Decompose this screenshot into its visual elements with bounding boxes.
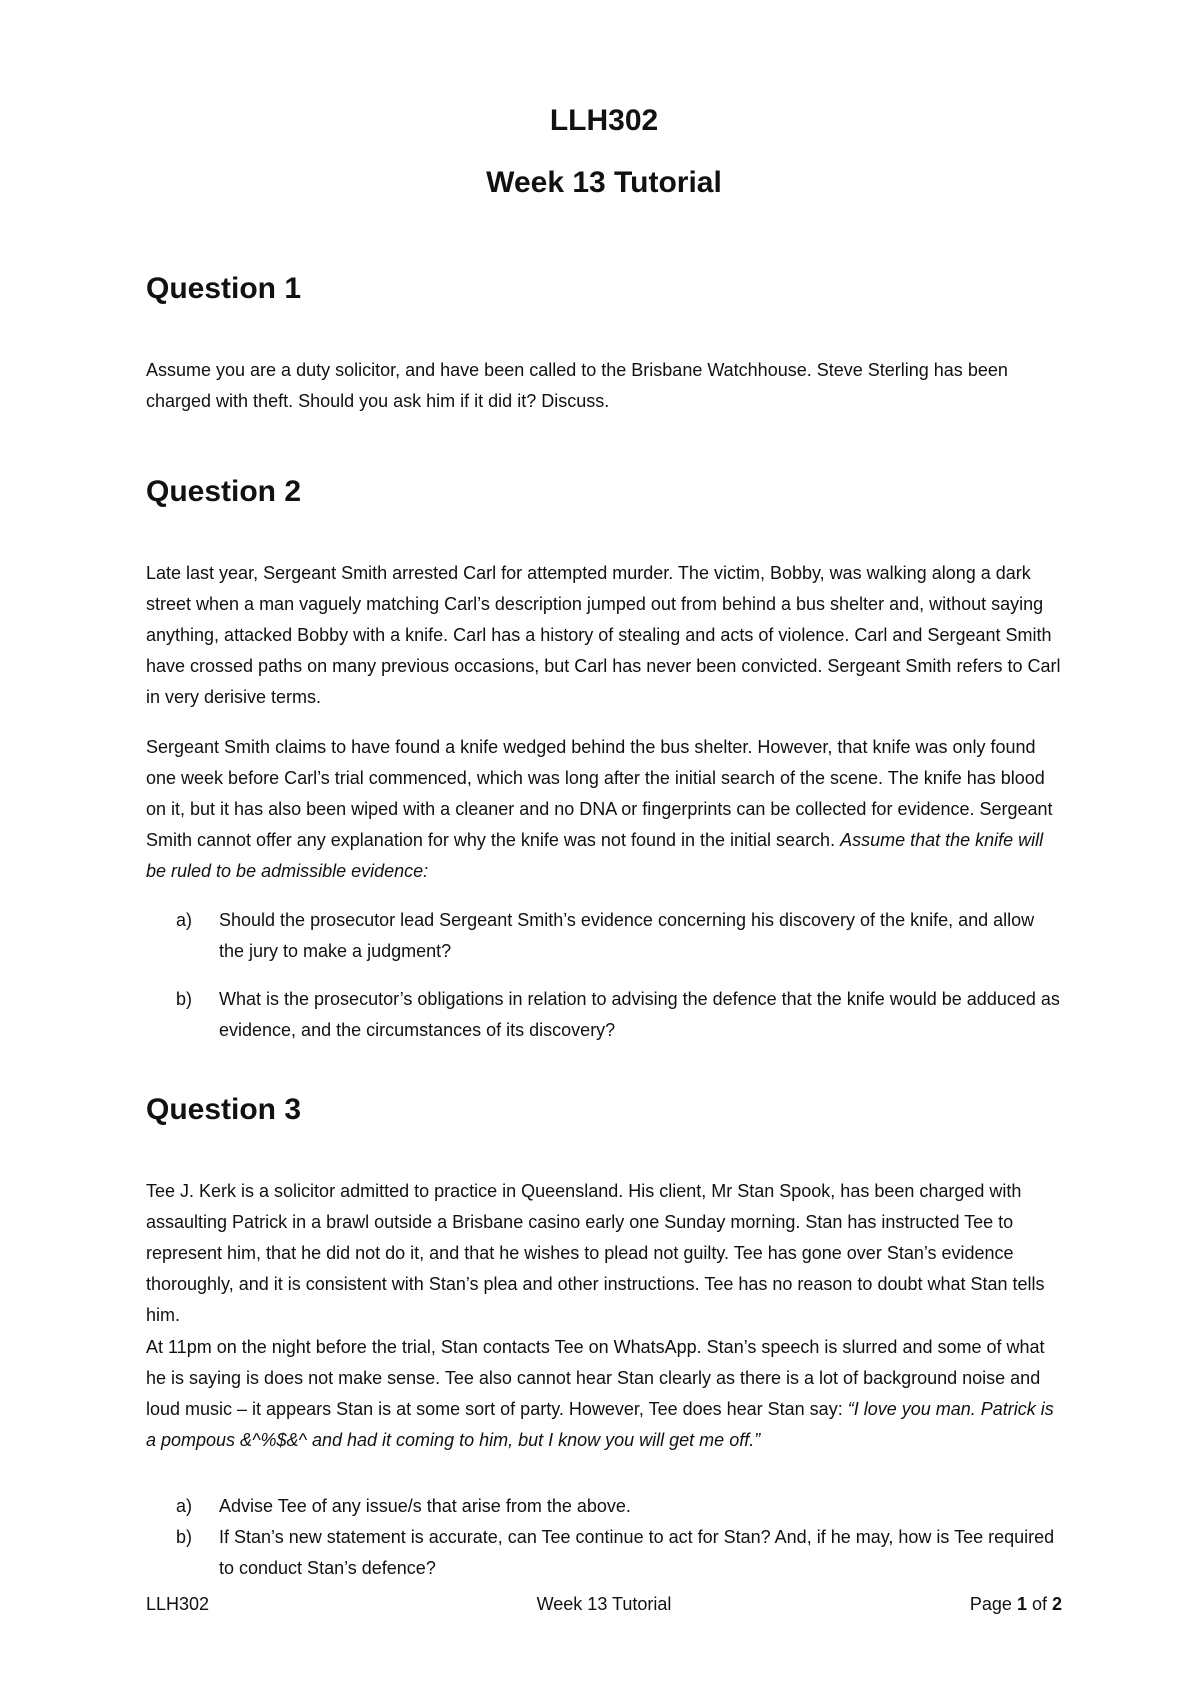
item-marker: b) [176, 1527, 193, 1547]
item-text: If Stan’s new statement is accurate, can Tee continue to act for Stan? And, if he may, how is Tee required to conduct Stan’s defence? [219, 1527, 1055, 1578]
question-1-body: Assume you are a duty solicitor, and have been called to the Brisbane Watchhouse. Steve Sterling has been charged with theft. Should you ask him if it did it? Discuss. [146, 360, 1008, 411]
item-marker: a) [176, 910, 193, 930]
question-2-paragraph-1: Late last year, Sergeant Smith arrested Carl for attempted murder. The victim, Bobby, was walking along a dark street when a man vaguely matching Carl’s description jumped out from behind a bus shelter and, without saying anything, attacked Bobby with a knife. Carl has a history of stealing and acts of violence. Carl and Sergeant Smith have crossed paths on many previous occasions, but Carl has never been convicted. Sergeant Smith refers to Carl in very derisive terms. [146, 563, 1061, 707]
question-3-quote: “I love you man. Patrick is a pompous &^%$&^ and had it coming to him, but I know you will get me off.” [146, 1399, 1054, 1450]
question-3-item-b [146, 1522, 1062, 1584]
question-3-paragraph-1: Tee J. Kerk is a solicitor admitted to practice in Queensland. His client, Mr Stan Spook, has been charged with assaulting Patrick in a brawl outside a Brisbane casino early one Sunday morning. Stan has instructed Tee to represent him, that he did not do it, and that he wishes to plead not guilty. Tee has gone over Stan’s evidence thoroughly, and it is consistent with Stan’s plea and other instructions. Tee has no reason to doubt what Stan tells him. [146, 1181, 1045, 1325]
document-title: Week 13 Tutorial [486, 166, 722, 199]
question-3-heading: Question 3 [146, 1093, 302, 1126]
question-2-paragraph-2-text: Sergeant Smith claims to have found a knife wedged behind the bus shelter. However, that knife was only found one week before Carl’s trial commenced, which was long after the initial search of the scene. The knife has blood on it, but it has also been wiped with a cleaner and no DNA or fingerprints can be collected for evidence. Sergeant Smith cannot offer any explanation for why the knife was not found in the initial search. [146, 737, 1053, 850]
item-text: Advise Tee of any issue/s that arise from the above. [219, 1496, 631, 1516]
page-label: Page [969, 1594, 1017, 1614]
current-page: 1 [1016, 1594, 1027, 1614]
question-2-heading: Question 2 [146, 475, 302, 508]
item-text: What is the prosecutor’s obligations in relation to advising the defence that the knife would be adduced as evidence, and the circumstances of its discovery? [219, 989, 1060, 1040]
page-footer [146, 1594, 1062, 1618]
question-2-assumption: Assume that the knife will be ruled to be admissible evidence: [146, 830, 1044, 881]
question-2-item-b [146, 984, 1062, 1046]
question-2-item-a [146, 905, 1062, 967]
item-marker: a) [176, 1496, 193, 1516]
question-3-item-a [146, 1491, 1062, 1522]
item-text: Should the prosecutor lead Sergeant Smith’s evidence concerning his discovery of the knife, and allow the jury to make a judgment? [219, 910, 1035, 961]
course-code-title: LLH302 [549, 104, 659, 137]
question-3-paragraph-2-text: At 11pm on the night before the trial, Stan contacts Tee on WhatsApp. Stan’s speech is slurred and some of what he is saying is does not make sense. Tee also cannot hear Stan clearly as there is a lot of background noise and loud music – it appears Stan is at some sort of party. However, Tee does hear Stan say: [146, 1337, 1045, 1419]
question-3-paragraph-2 [146, 1332, 1062, 1456]
footer-course-code: LLH302 [146, 1594, 210, 1614]
footer-page-number [970, 1594, 1062, 1615]
question-1-heading: Question 1 [146, 272, 302, 305]
item-marker: b) [176, 989, 193, 1009]
question-2-paragraph-2 [146, 732, 1062, 887]
total-pages: 2 [1051, 1594, 1062, 1614]
page-of-label: of [1026, 1594, 1052, 1614]
footer-title: Week 13 Tutorial [536, 1594, 672, 1614]
